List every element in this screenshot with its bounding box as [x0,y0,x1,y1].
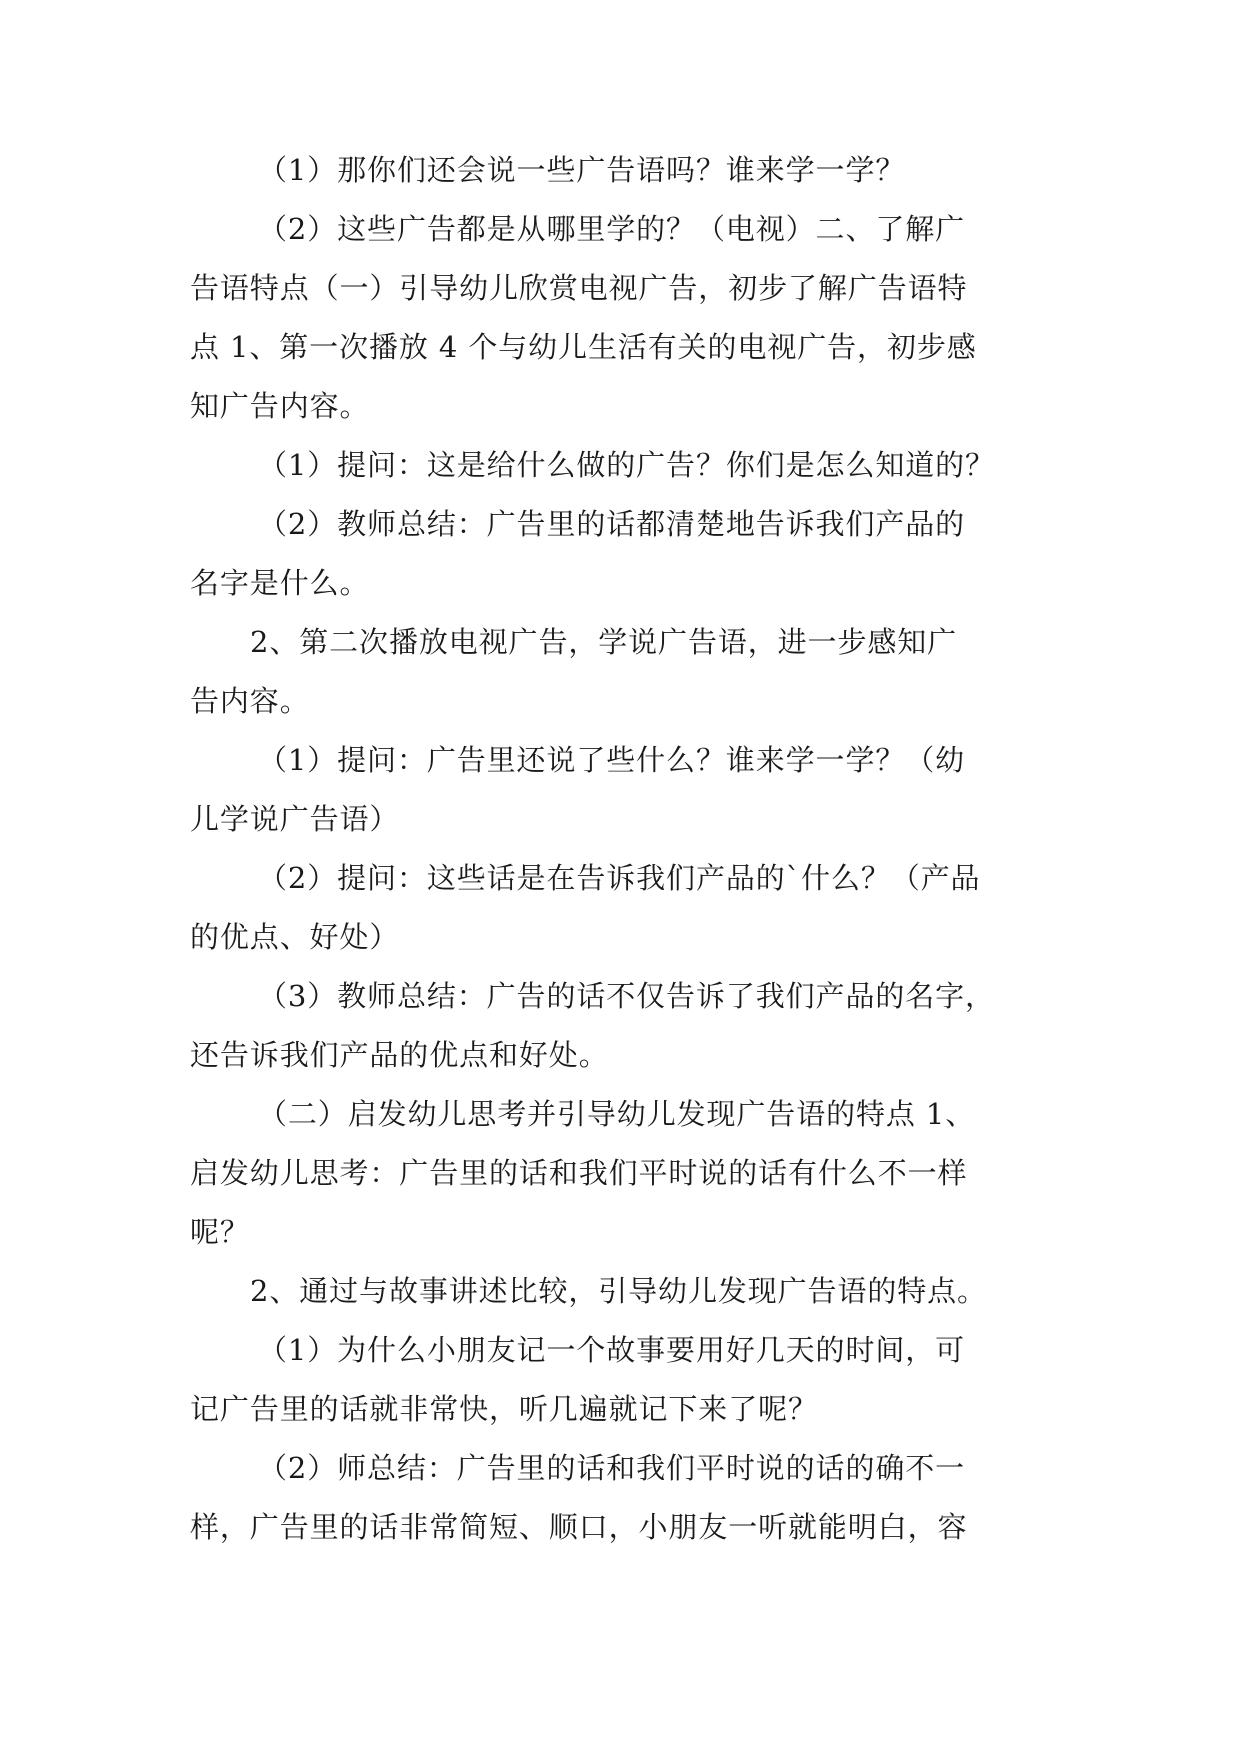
text-line: （1）提问：广告里还说了些什么？谁来学一学？（幼 [258,743,966,777]
text-line: （1）提问：这是给什么做的广告？你们是怎么知道的？ [258,448,995,482]
text-line: 2、第二次播放电视广告，学说广告语，进一步感知广 [250,625,958,659]
text-line: 名字是什么。 [190,566,370,600]
text-line: （3）教师总结：广告的话不仅告诉了我们产品的名字， [258,979,995,1013]
text-line: （二）启发幼儿思考并引导幼儿发现广告语的特点 1、 [258,1097,976,1131]
text-line: 告内容。 [190,684,310,718]
text-line: 知广告内容。 [190,389,370,423]
text-line: 还告诉我们产品的优点和好处。 [190,1038,609,1072]
text-line: （1）为什么小朋友记一个故事要用好几天的时间，可 [258,1333,966,1367]
text-line: （2）提问：这些话是在告诉我们产品的`什么？（产品 [258,861,981,895]
text-line: 点 1、第一次播放 4 个与幼儿生活有关的电视广告，初步感 [190,330,977,364]
text-line: 呢？ [190,1215,250,1249]
text-line: 记广告里的话就非常快，听几遍就记下来了呢？ [190,1392,818,1426]
text-line: 的优点、好处） [190,920,400,954]
text-line: 样，广告里的话非常简短、顺口，小朋友一听就能明白，容 [190,1510,968,1544]
text-line: 2、通过与故事讲述比较，引导幼儿发现广告语的特点。 [250,1274,987,1308]
text-line: （2）教师总结：广告里的话都清楚地告诉我们产品的 [258,507,966,541]
text-line: （2）这些广告都是从哪里学的？（电视）二、了解广 [258,212,966,246]
text-line: 告语特点（一）引导幼儿欣赏电视广告，初步了解广告语特 [190,271,968,305]
text-line: 儿学说广告语） [190,802,400,836]
text-line: 启发幼儿思考：广告里的话和我们平时说的话有什么不一样 [190,1156,968,1190]
text-line: （1）那你们还会说一些广告语吗？谁来学一学？ [258,153,906,187]
text-line: （2）师总结：广告里的话和我们平时说的话的确不一 [258,1451,966,1485]
